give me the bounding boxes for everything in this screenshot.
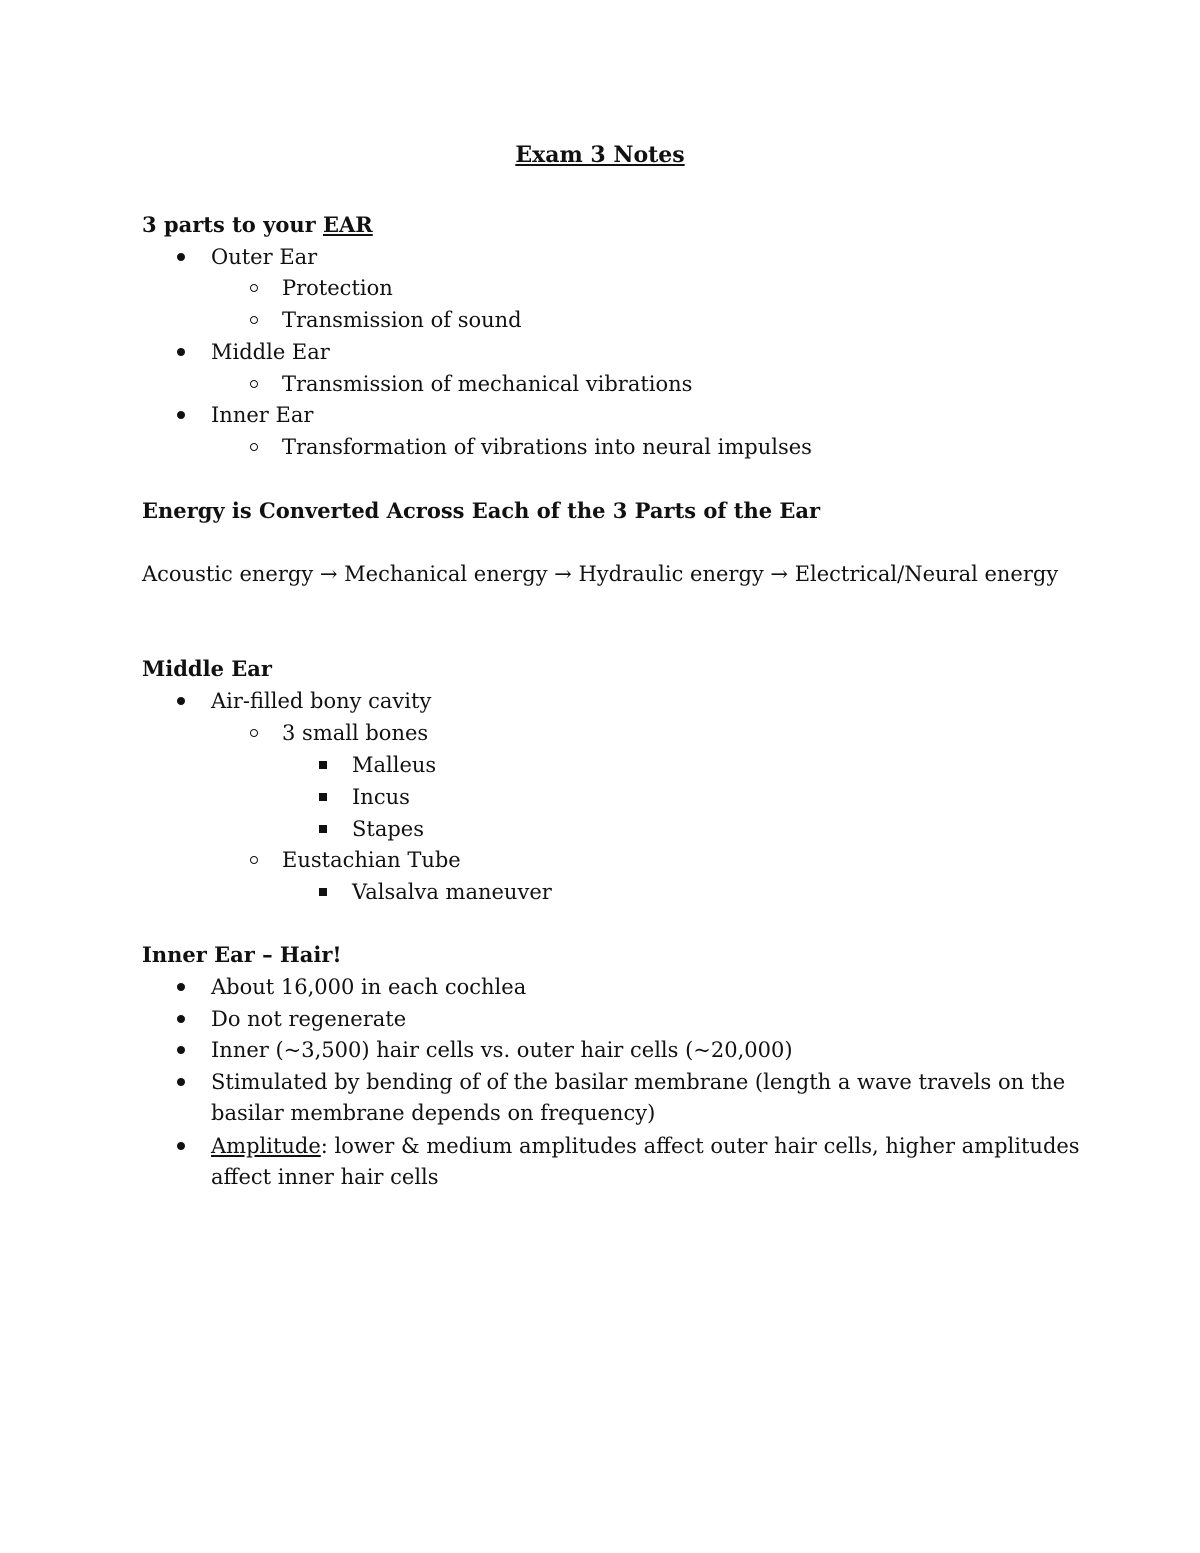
list-item-text: 3 small bones [282,721,429,745]
section-heading-middle-ear: Middle Ear [142,656,272,681]
list-item-regenerate [211,1005,406,1033]
section-heading-inner-ear-hair: Inner Ear – Hair! [142,942,342,967]
list-item-text: : lower & medium amplitudes affect outer hair cells, higher amplitudes [320,1134,1080,1158]
list-item-amplitude-cont: affect inner hair cells [211,1165,439,1189]
list-item-malleus [352,751,436,779]
bullet-dot-icon [177,1046,185,1054]
list-item-protection [282,274,393,302]
list-item-hair-cell-counts [211,1036,793,1064]
list-item-basilar-membrane [211,1068,1065,1096]
list-item-text: Stimulated by bending of of the basilar membrane (length a wave travels on the [211,1070,1066,1094]
page-title: Exam 3 Notes [515,142,685,168]
bullet-square-icon [319,793,327,801]
list-item-outer-ear [211,243,317,271]
list-item-text: About 16,000 in each cochlea [211,975,527,999]
energy-flow-text: Acoustic energy → Mechanical energy → Hydraulic energy → Electrical/Neural energy [142,562,1059,586]
list-item-transmission-sound [282,306,522,334]
list-item-text: Transmission of mechanical vibrations [282,372,693,396]
list-item-air-filled-cavity [211,687,431,715]
list-item-text: Middle Ear [211,340,330,364]
bullet-square-icon [319,825,327,833]
list-item-amplitude [211,1132,1080,1160]
bullet-circle-icon [250,380,258,388]
list-item-text: Eustachian Tube [282,848,461,872]
bullet-dot-icon [177,348,185,356]
list-item-cochlea-count [211,973,526,1001]
bullet-square-icon [319,761,327,769]
list-item-text: Transmission of sound [282,308,522,332]
bullet-circle-icon [250,316,258,324]
list-item-small-bones [282,719,428,747]
heading-emphasis: EAR [322,212,373,237]
list-item-stapes [352,815,424,843]
list-item-text: Incus [352,785,410,809]
section-heading-ear-parts [142,211,373,239]
bullet-dot-icon [177,983,185,991]
list-item-text: Inner Ear [211,403,314,427]
list-item-middle-ear [211,338,330,366]
list-item-text: Do not regenerate [211,1007,407,1031]
bullet-circle-icon [250,284,258,292]
section-heading-energy: Energy is Converted Across Each of the 3 Parts of the Ear [142,498,821,523]
bullet-dot-icon [177,411,185,419]
bullet-dot-icon [177,1015,185,1023]
bullet-square-icon [319,888,327,896]
list-item-text: Inner (~3,500) hair cells vs. outer hair cells (~20,000) [211,1038,793,1062]
bullet-dot-icon [177,1078,185,1086]
bullet-circle-icon [250,856,258,864]
list-item-text: Air-filled bony cavity [211,689,432,713]
list-item-inner-ear [211,401,313,429]
bullet-circle-icon [250,443,258,451]
list-item-incus [352,783,410,811]
list-item-valsalva [352,878,552,906]
list-item-eustachian-tube [282,846,461,874]
bullet-circle-icon [250,729,258,737]
list-item-text: Valsalva maneuver [352,880,552,904]
list-item-text: Outer Ear [211,245,318,269]
list-item-text: Stapes [352,817,424,841]
heading-text: 3 parts to your [142,212,323,237]
list-item-text: Transformation of vibrations into neural impulses [282,435,812,459]
list-item-basilar-membrane-cont: basilar membrane depends on frequency) [211,1101,656,1125]
list-item-transformation [282,433,812,461]
bullet-dot-icon [177,1142,185,1150]
list-item-mechanical-vibrations [282,370,692,398]
amplitude-label: Amplitude [211,1134,321,1158]
list-item-text: Malleus [352,753,437,777]
bullet-dot-icon [177,253,185,261]
bullet-dot-icon [177,697,185,705]
list-item-text: Protection [282,276,393,300]
